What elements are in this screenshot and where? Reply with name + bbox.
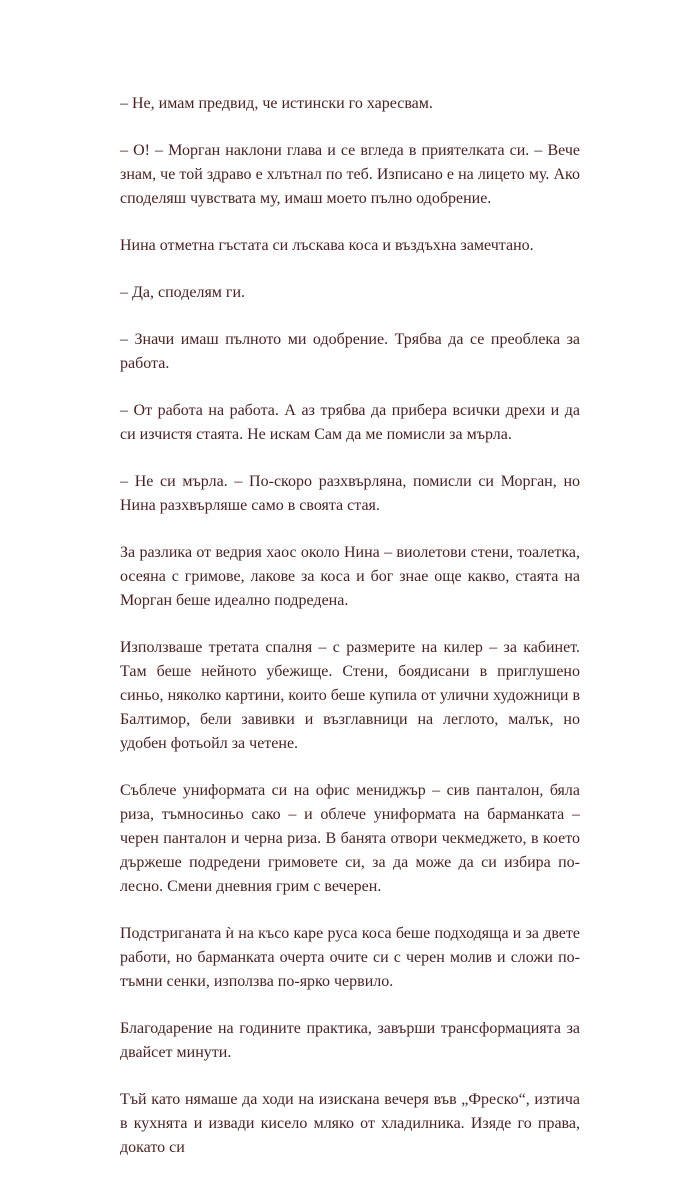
- paragraph: – О! – Морган наклони глава и се вгледа в приятелката си. – Вече знам, че той здраво е хлътнал по теб. Изписано е на лицето му. Ако споделяш чувствата му, имаш моето пълно одобрение.: [120, 142, 580, 207]
- paragraph: Подстриганата ѝ на късо каре руса коса беше подходяща и за двете работи, но барманката очерта очите си с черен молив и сложи по-тъмни сенки, използва по-ярко червило.: [120, 925, 580, 990]
- paragraph: – Значи имаш пълното ми одобрение. Трябва да се преоблека за работа.: [120, 331, 580, 372]
- paragraph: Тъй като нямаше да ходи на изискана вечеря във „Фреско“, изтича в кухнята и извади кисело мляко от хладилника. Изяде го права, докато си: [120, 1091, 580, 1156]
- paragraph: Използваше третата спалня – с размерите на килер – за кабинет. Там беше нейното убежище. Стени, боядисани в приглушено синьо, няколко картини, които беше купила от улични художници в Балтимор, бели завивки и възглавници на леглото, малък, но удобен фотьойл за четене.: [120, 639, 580, 752]
- paragraph: Благодарение на годините практика, завърши трансформацията за двайсет минути.: [120, 1020, 580, 1061]
- paragraph: – Не си мърла. – По-скоро разхвърляна, помисли си Морган, но Нина разхвърляше само в своята стая.: [120, 473, 580, 514]
- paragraph: Нина отметна гъстата си лъскава коса и въздъхна замечтано.: [120, 237, 534, 254]
- body-text: [120, 92, 580, 1183]
- paragraph: – От работа на работа. А аз трябва да прибера всички дрехи и да си изчистя стаята. Не искам Сам да ме помисли за мърла.: [120, 402, 580, 443]
- paragraph: – Не, имам предвид, че истински го харесвам.: [120, 95, 433, 112]
- paragraph: – Да, споделям ги.: [120, 284, 246, 301]
- paragraph: За разлика от ведрия хаос около Нина – виолетови стени, тоалетка, осеяна с гримове, лакове за коса и бог знае още какво, стаята на Морган беше идеално подредена.: [120, 544, 580, 609]
- paragraph: Съблече униформата си на офис мениджър – сив панталон, бяла риза, тъмносиньо сако – и облече униформата на барманката – черен панталон и черна риза. В банята отвори чекмеджето, в което държеше подредени гримовете си, за да може да си избира по-лесно. Смени дневния грим с вечерен.: [120, 782, 580, 895]
